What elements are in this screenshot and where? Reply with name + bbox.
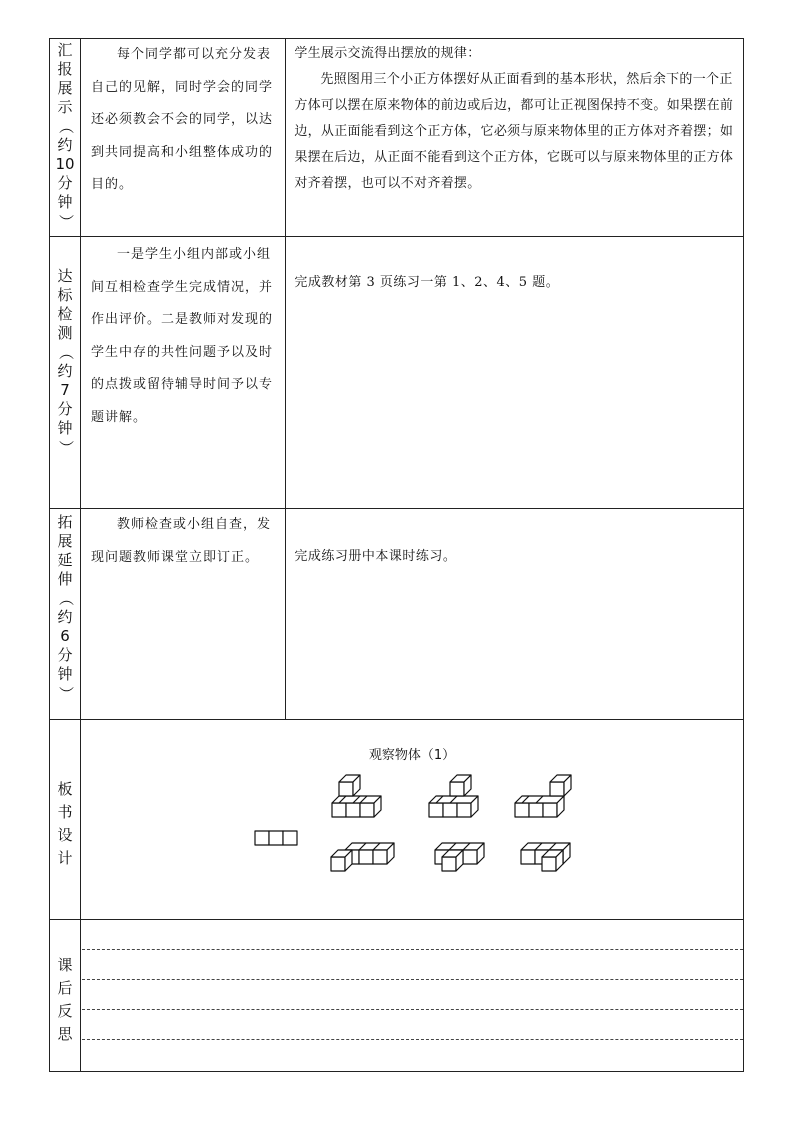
- label-char: 反: [57, 1002, 73, 1020]
- label-char: ）: [56, 213, 75, 230]
- cube-arrangement-4: [331, 843, 394, 871]
- label-char: 标: [57, 286, 73, 304]
- cube-arrangement-2: [429, 775, 478, 817]
- student-body-report: 先照图用三个小正方体摆好从正面看到的基本形状，然后余下的一个正方体可以摆在原来物体的前边或后边，都可让正视图保持不变。如果摆在前边，从正面能看到这个正方体，它必须与原来物体里的正方体对齐着摆；如果摆在后边，从正面不能看到这个正方体，它既可以与原来物体里的正方体对齐着摆，也可以不对齐着摆。: [294, 72, 734, 191]
- label-char: 汇: [57, 41, 73, 59]
- label-char: 钟: [57, 665, 73, 683]
- section-label-report: [50, 39, 80, 236]
- label-char: 7: [60, 381, 70, 399]
- board-title: 观察物体（1）: [368, 748, 456, 763]
- label-cell-board: [50, 720, 81, 920]
- label-char: 课: [57, 956, 73, 974]
- student-text-extension: 完成练习册中本课时练习。: [294, 549, 457, 564]
- label-char: 10: [55, 155, 75, 173]
- cube-arrangement-1: [332, 775, 381, 817]
- row-report-display: [50, 39, 744, 237]
- cube-arrangement-5: [435, 843, 484, 871]
- teacher-text-report: 每个同学都可以充分发表自己的见解，同时学会的同学还必须教会不会的同学，以达到共同提高和小组整体成功的目的。: [91, 47, 274, 192]
- board-cell: [81, 720, 744, 920]
- row-board-design: [50, 720, 744, 920]
- label-cell-report: [50, 39, 81, 237]
- label-char: 6: [60, 627, 70, 645]
- label-char: 拓: [57, 513, 73, 531]
- label-char: 后: [57, 979, 73, 997]
- student-cell-extension: [286, 509, 744, 720]
- front-view-squares-figure: [255, 831, 297, 845]
- section-label-board: [50, 720, 80, 870]
- label-char: 分: [57, 400, 73, 418]
- row-reflection: [50, 920, 744, 1072]
- label-char: 检: [57, 305, 73, 323]
- label-char: ）: [56, 685, 75, 702]
- label-char: （: [56, 344, 75, 361]
- label-char: （: [56, 590, 75, 607]
- label-char: 达: [57, 267, 73, 285]
- cube-arrangements-figure: [81, 720, 744, 919]
- student-title-report: 学生展示交流得出摆放的规律：: [294, 46, 481, 61]
- teacher-text-extension: 教师检查或小组自查，发现问题教师课堂立即订正。: [91, 517, 272, 565]
- label-char: 测: [57, 324, 73, 342]
- row-target-check: [50, 237, 744, 509]
- reflection-line-1[interactable]: [82, 949, 743, 950]
- label-char: 思: [57, 1025, 73, 1043]
- label-char: 展: [57, 79, 73, 97]
- label-char: 钟: [57, 193, 73, 211]
- label-char: ）: [56, 439, 75, 456]
- label-cell-target: [50, 237, 81, 509]
- label-char: 示: [57, 98, 73, 116]
- label-char: 约: [57, 136, 73, 154]
- label-char: 展: [57, 532, 73, 550]
- student-cell-target: [286, 237, 744, 509]
- label-cell-reflection: [50, 920, 81, 1072]
- label-char: （: [56, 118, 75, 135]
- reflection-line-3[interactable]: [82, 1009, 743, 1010]
- reflection-cell: [81, 920, 744, 1072]
- lesson-plan-page: [49, 38, 744, 1070]
- label-char: 分: [57, 646, 73, 664]
- label-char: 约: [57, 608, 73, 626]
- row-extension: [50, 509, 744, 720]
- lesson-plan-table: [49, 38, 744, 1072]
- label-char: 延: [57, 551, 73, 569]
- cube-arrangement-3: [515, 775, 571, 817]
- board-area: [81, 720, 743, 919]
- teacher-cell-report: [81, 39, 286, 237]
- label-char: 书: [57, 803, 73, 821]
- label-cell-extension: [50, 509, 81, 720]
- label-char: 板: [57, 780, 73, 798]
- section-label-extension: [50, 509, 80, 703]
- cube-arrangement-6: [521, 843, 570, 871]
- label-char: 设: [57, 826, 73, 844]
- label-char: 伸: [57, 570, 73, 588]
- label-char: 分: [57, 174, 73, 192]
- label-char: 计: [57, 849, 73, 867]
- label-char: 报: [57, 60, 73, 78]
- student-text-report: [286, 39, 743, 197]
- student-text-target: 完成教材第 3 页练习一第 1、2、4、5 题。: [294, 275, 560, 290]
- student-cell-report: [286, 39, 744, 237]
- teacher-cell-target: [81, 237, 286, 509]
- section-label-reflection: [50, 920, 80, 1046]
- label-char: 约: [57, 362, 73, 380]
- section-label-target: [50, 237, 80, 457]
- teacher-cell-extension: [81, 509, 286, 720]
- reflection-line-4[interactable]: [82, 1039, 743, 1040]
- teacher-text-target: 一是学生小组内部或小组间互相检查学生完成情况，并作出评价。二是教师对发现的学生中存的共性问题予以及时的点拨或留待辅导时间予以专题讲解。: [91, 247, 274, 425]
- reflection-line-2[interactable]: [82, 979, 743, 980]
- label-char: 钟: [57, 419, 73, 437]
